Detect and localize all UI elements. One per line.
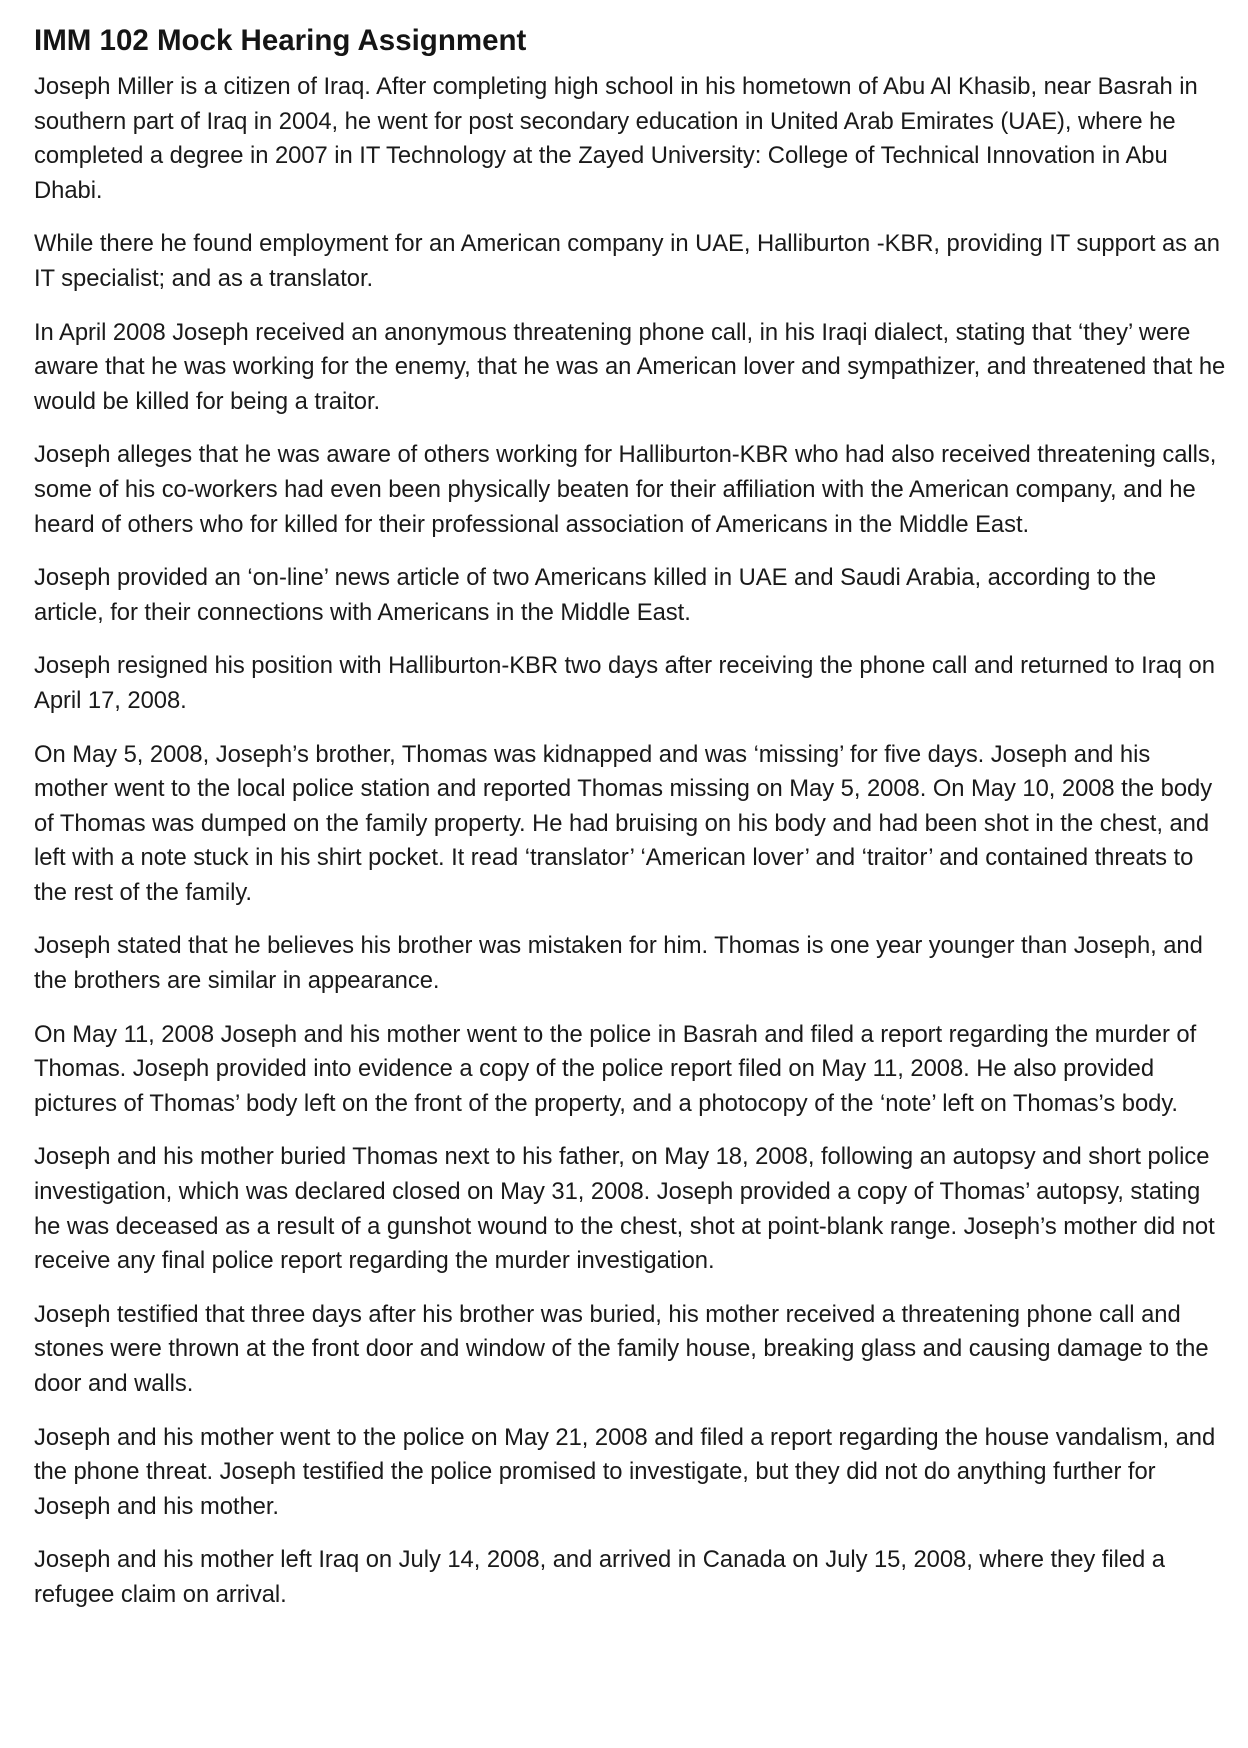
paragraph-departure: Joseph and his mother left Iraq on July 14, 2008, and arrived in Canada on July 15, 2008, where they filed a refugee claim on arrival. <box>34 1546 1165 1608</box>
paragraph-second-report: Joseph and his mother went to the police on May 21, 2008 and filed a report regarding the house vandalism, and the phone threat. Joseph testified the police promised to investigate, but they did not do anything further for Joseph and his mother. <box>34 1423 1216 1520</box>
paragraph-background: Joseph Miller is a citizen of Iraq. After completing high school in his hometown of Abu Al Khasib, near Basrah in southern part of Iraq in 2004, he went for post secondary education in United Arab Emirates (UAE), where he completed a degree in 2007 in IT Technology at the Zayed University: College of Technical Innovation in Abu Dhabi. <box>34 73 1198 204</box>
paragraph-threat-call: In April 2008 Joseph received an anonymous threatening phone call, in his Iraqi dialect, stating that ‘they’ were aware that he was working for the enemy, that he was an American lover and sympathizer, and threatened that he would be killed for being a traitor. <box>34 318 1226 415</box>
document-title: IMM 102 Mock Hearing Assignment <box>34 24 527 57</box>
paragraph-kidnapping: On May 5, 2008, Joseph’s brother, Thomas was kidnapped and was ‘missing’ for five days. Joseph and his mother went to the local police station and reported Thomas missing on May 5, 2008. On May 10, 2008 the body of Thomas was dumped on the family property. He had bruising on his body and had been shot in the chest, and left with a note stuck in his shirt pocket. It read ‘translator’ ‘American lover’ and ‘traitor’ and contained threats to the rest of the family. <box>34 740 1213 906</box>
paragraph-coworkers: Joseph alleges that he was aware of others working for Halliburton-KBR who had also received threatening calls, some of his co-workers had even been physically beaten for their affiliation with the American company, and he heard of others who for killed for their professional association of Americans in the Middle East. <box>34 441 1217 538</box>
document-page <box>34 18 1229 1632</box>
paragraph-vandalism: Joseph testified that three days after his brother was buried, his mother received a threatening phone call and stones were thrown at the front door and window of the family house, breaking glass and causing damage to the door and walls. <box>34 1300 1209 1397</box>
paragraph-employment: While there he found employment for an American company in UAE, Halliburton -KBR, providing IT support as an IT specialist; and as a translator. <box>34 230 1220 292</box>
paragraph-police-report: On May 11, 2008 Joseph and his mother went to the police in Basrah and filed a report regarding the murder of Thomas. Joseph provided into evidence a copy of the police report filed on May 11, 2008. He also provided pictures of Thomas’ body left on the front of the property, and a photocopy of the ‘note’ left on Thomas’s body. <box>34 1020 1197 1117</box>
paragraph-resignation: Joseph resigned his position with Halliburton-KBR two days after receiving the phone call and returned to Iraq on April 17, 2008. <box>34 652 1215 714</box>
paragraph-mistaken-identity: Joseph stated that he believes his brother was mistaken for him. Thomas is one year younger than Joseph, and the brothers are similar in appearance. <box>34 932 1203 995</box>
paragraph-burial: Joseph and his mother buried Thomas next to his father, on May 18, 2008, following an autopsy and short police investigation, which was declared closed on May 31, 2008. Joseph provided a copy of Thomas’ autopsy, stating he was deceased as a result of a gunshot wound to the chest, shot at point-blank range. Joseph’s mother did not receive any final police report regarding the murder investigation. <box>34 1143 1215 1275</box>
paragraph-news-article: Joseph provided an ‘on-line’ news article of two Americans killed in UAE and Saudi Arabia, according to the article, for their connections with Americans in the Middle East. <box>34 564 1157 626</box>
